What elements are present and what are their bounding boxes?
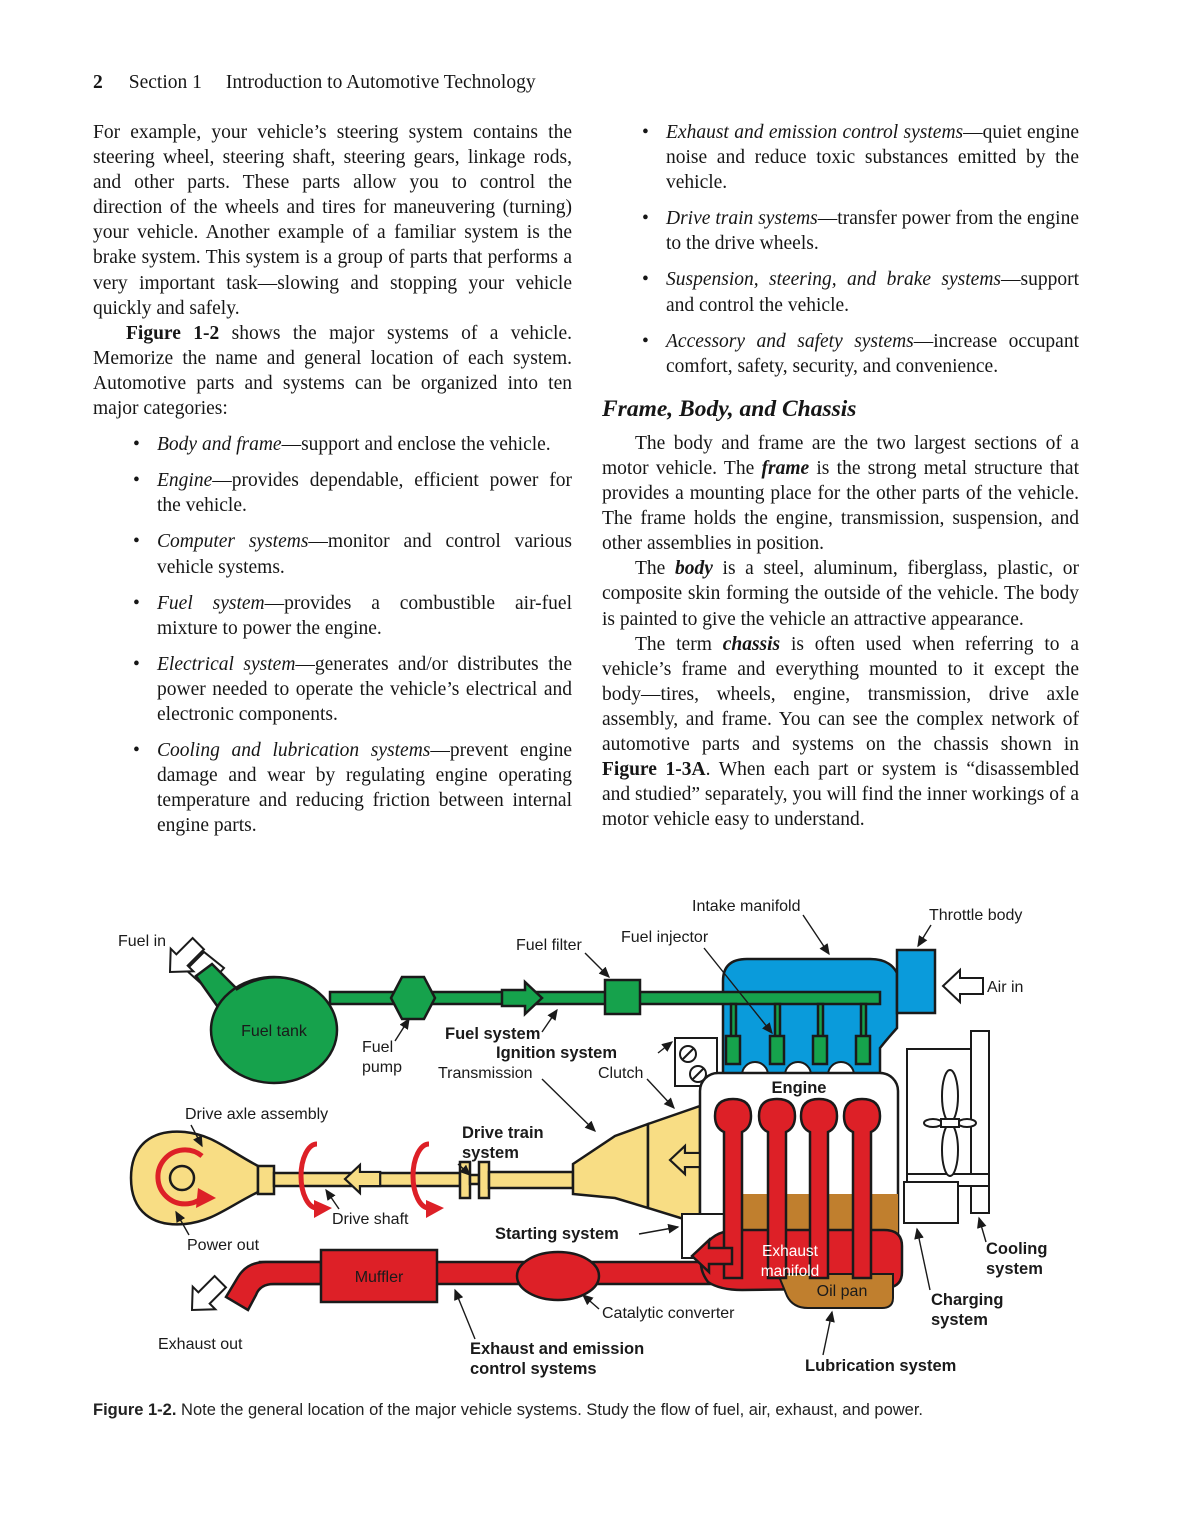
left-column: [93, 120, 572, 838]
leader-fuel-filter: [585, 953, 609, 977]
list-item: • Computer systems—monitor and control various vehicle systems.: [133, 529, 572, 579]
label-charging-system: system: [931, 1311, 988, 1329]
label-engine: Engine: [771, 1079, 827, 1097]
bullet-marker: •: [133, 434, 140, 456]
charging-system-shape: [904, 1182, 958, 1223]
injector-stem: [818, 1004, 823, 1040]
paragraph: The body is a steel, aluminum, fiberglass, plastic, or composite skin forming the outside of the vehicle. The body is painted to give the vehicle an attractive appearance.: [602, 558, 1079, 630]
label-ignition-system: Ignition system: [496, 1044, 618, 1062]
section-label: Section 1: [128, 72, 202, 93]
leader-starting: [639, 1227, 678, 1234]
fuel-injector-shape: [770, 1036, 784, 1064]
label-clutch: Clutch: [598, 1065, 644, 1082]
leader-fuel-system: [542, 1010, 557, 1032]
list-item: • Suspension, steering, and brake systems—support and control the vehicle.: [642, 267, 1079, 317]
leader-fuel-pump: [395, 1019, 409, 1041]
label-drive-shaft: Drive shaft: [332, 1211, 409, 1228]
catalytic-converter-shape: [517, 1252, 599, 1300]
leader-ignition: [658, 1042, 672, 1053]
exhaust-out-arrow: [181, 1270, 232, 1321]
label-fuel-system: Fuel system: [445, 1025, 541, 1043]
injector-stem: [775, 1004, 780, 1040]
bullet-marker: •: [133, 653, 140, 675]
leader-exhaust-emission: [455, 1290, 475, 1339]
label-drive-train: system: [462, 1144, 519, 1162]
fuel-filter-shape: [605, 980, 640, 1014]
list-item: • Electrical system—generates and/or distributes the power needed to operate the vehicle’s electrical and electronic components.: [133, 652, 572, 727]
leader-charging: [917, 1229, 930, 1290]
label-exhaust-manifold: Exhaust: [761, 1243, 819, 1260]
fan-blade: [942, 1124, 958, 1176]
label-catalytic-converter: Catalytic converter: [602, 1305, 735, 1322]
bullet-marker: •: [133, 531, 140, 553]
bullet-marker: •: [642, 122, 649, 143]
power-flow-arrow-shaft: [345, 1165, 380, 1193]
label-lubrication-system: Lubrication system: [805, 1357, 957, 1375]
category-list: [642, 120, 1079, 379]
label-exhaust-out: Exhaust out: [158, 1336, 243, 1353]
fan-shroud: [907, 1049, 971, 1174]
transmission-tailshaft: [489, 1172, 573, 1188]
right-column: [602, 120, 1079, 832]
bullet-marker: •: [642, 208, 649, 230]
fan-blade: [942, 1070, 958, 1122]
list-item: • Engine—provides dependable, efficient power for the vehicle.: [133, 468, 572, 518]
bullet-marker: •: [133, 740, 140, 762]
throttle-body-shape: [897, 950, 935, 1013]
leader-throttle-body: [918, 925, 931, 946]
bullet-marker: •: [133, 592, 140, 614]
transmission-shape: [573, 1124, 648, 1208]
label-exhaust-emission: control systems: [470, 1360, 597, 1378]
fan-blade: [958, 1119, 976, 1127]
bullet-marker: •: [133, 470, 140, 492]
figure-diagram: [90, 878, 1100, 1388]
category-list: [133, 432, 572, 838]
label-exhaust-manifold: manifold: [760, 1263, 820, 1280]
injector-stem: [861, 1004, 866, 1040]
figure-caption: [93, 1401, 1093, 1420]
label-power-out: Power out: [187, 1237, 260, 1254]
list-item: • Cooling and lubrication systems—prevent engine damage and wear by regulating engine operating temperature and reducing friction between internal engine parts.: [133, 738, 572, 838]
fuel-pump-shape: [391, 977, 435, 1019]
axle-coupling: [258, 1166, 274, 1194]
section-heading: Frame, Body, and Chassis: [602, 395, 857, 422]
leader-intake-manifold: [803, 915, 829, 954]
leader-drive-shaft: [326, 1190, 339, 1209]
fuel-flow-arrow: [502, 982, 542, 1014]
label-transmission: Transmission: [438, 1065, 533, 1082]
injector-stem: [731, 1004, 736, 1040]
list-item: • Drive train systems—transfer power from the engine to the drive wheels.: [642, 206, 1079, 256]
page-number: 2: [93, 72, 103, 93]
leader-lubrication: [823, 1312, 832, 1355]
bullet-marker: •: [642, 269, 649, 291]
figure-caption-label: Figure 1-2.: [93, 1401, 177, 1419]
label-fuel-filter: Fuel filter: [516, 937, 582, 954]
fan-blade: [924, 1119, 942, 1127]
label-fuel-injector: Fuel injector: [621, 929, 709, 946]
label-throttle-body: Throttle body: [929, 907, 1023, 924]
paragraph: For example, your vehicle’s steering system contains the steering wheel, steering shaft, steering gears, linkage rods, and other parts. These parts allow you to control the direction of the wheels and tires for maneuvering (turning) your vehicle. Another example of a familiar system is the brake system. This system is a group of parts that performs a very important task—slowing and stopping your vehicle quickly and safely.: [93, 122, 572, 319]
list-item: • Accessory and safety systems—increase occupant comfort, safety, security, and convenience.: [642, 329, 1079, 379]
label-fuel-tank: Fuel tank: [241, 1023, 307, 1040]
label-cooling-system: Cooling: [986, 1240, 1048, 1258]
fuel-injector-shape: [726, 1036, 740, 1064]
paragraph: The body and frame are the two largest sections of a motor vehicle. The frame is the strong metal structure that provides a mounting place for the other parts of the vehicle. The frame holds the engine, transmission, suspension, and other assemblies in position.: [602, 432, 1080, 555]
label-oil-pan: Oil pan: [816, 1283, 868, 1300]
paragraph: The term chassis is often used when referring to a vehicle’s frame and everything mounted to it except the body—tires, wheels, engine, transmission, drive axle assembly, and frame. You can see the complex network of automotive parts and systems on the chassis shown in Figure 1-3A. When each part or system is “disassembled and studied” separately, you will find the inner workings of a motor vehicle easy to understand.: [602, 633, 1080, 831]
fuel-injector-shape: [813, 1036, 827, 1064]
label-cooling-system: system: [986, 1260, 1043, 1278]
list-item: • Body and frame—support and enclose the vehicle.: [133, 432, 572, 457]
label-fuel-in: Fuel in: [118, 933, 167, 950]
label-intake-manifold: Intake manifold: [692, 898, 801, 915]
page-header: [93, 72, 1083, 94]
leader-clutch: [647, 1079, 674, 1108]
bullet-marker: •: [642, 330, 649, 352]
rotation-arrowhead: [314, 1200, 332, 1218]
paragraph: Figure 1-2 shows the major systems of a vehicle. Memorize the name and general location of each system. Automotive parts and systems can be organized into ten major categories:: [93, 322, 572, 420]
label-fuel-pump: pump: [362, 1059, 403, 1076]
fan-hub: [941, 1119, 959, 1127]
label-muffler: Muffler: [354, 1269, 404, 1286]
air-in-arrow: [943, 970, 983, 1002]
figure-caption-text: Note the general location of the major vehicle systems. Study the flow of fuel, air, exhaust, and power.: [176, 1401, 924, 1419]
label-drive-train: Drive train: [462, 1124, 544, 1142]
list-item: • Exhaust and emission control systems—quiet engine noise and reduce toxic substances emitted by the vehicle.: [642, 120, 1079, 195]
leader-catalytic: [583, 1295, 599, 1309]
fuel-injector-shape: [856, 1036, 870, 1064]
label-air-in: Air in: [987, 979, 1024, 996]
leader-transmission: [542, 1079, 595, 1131]
u-joint-flange: [479, 1162, 489, 1198]
label-fuel-pump: Fuel: [362, 1039, 394, 1056]
rotation-arrowhead: [426, 1200, 444, 1218]
tailpipe: [226, 1262, 321, 1310]
label-drive-axle: Drive axle assembly: [185, 1106, 329, 1123]
list-item: • Fuel system—provides a combustible air-fuel mixture to power the engine.: [133, 591, 572, 641]
label-charging-system: Charging: [931, 1291, 1004, 1309]
leader-cooling: [979, 1218, 986, 1242]
label-exhaust-emission: Exhaust and emission: [470, 1340, 645, 1358]
book-title: Introduction to Automotive Technology: [225, 72, 536, 93]
label-starting-system: Starting system: [495, 1225, 619, 1243]
u-joint: [470, 1175, 479, 1184]
